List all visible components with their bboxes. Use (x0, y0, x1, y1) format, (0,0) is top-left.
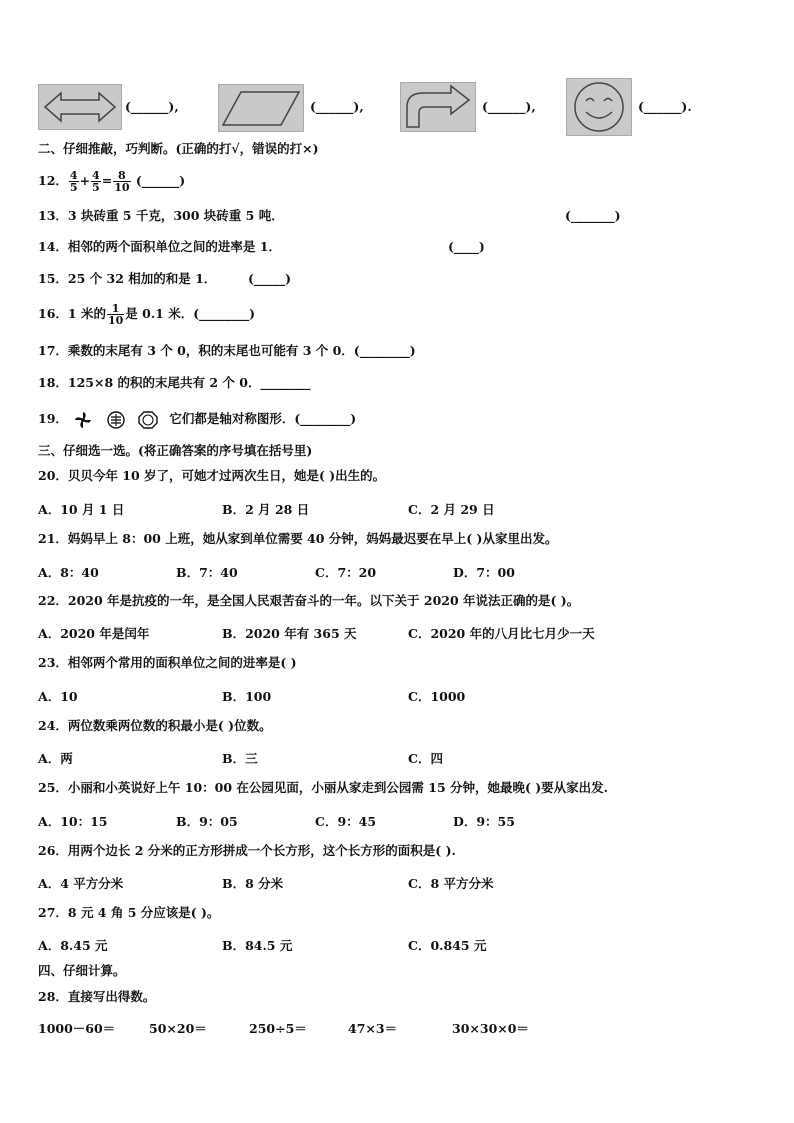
double-arrow-icon (39, 85, 121, 129)
q21-option-c[interactable]: C．7：20 (315, 565, 377, 580)
double-arrow-picture (38, 84, 122, 130)
q22-option-a[interactable]: A．2020 年是闰年 (38, 626, 150, 641)
section-four-heading: 四、仔细计算。 (38, 963, 126, 978)
q27-option-b[interactable]: B．84.5 元 (222, 938, 293, 953)
section-two-heading: 二、仔细推敲，巧判断。(正确的打√，错误的打×) (38, 141, 319, 156)
q13-answer-blank[interactable]: (_______) (565, 208, 621, 223)
calc-item-3[interactable]: 250÷5＝ (249, 1021, 307, 1036)
question-14: 14．相邻的两个面积单位之间的进率是 1． (38, 239, 281, 254)
section-three-heading: 三、仔细选一选。(将正确答案的序号填在括号里) (38, 443, 313, 458)
shape-blank-1[interactable]: (______), (125, 99, 179, 114)
q16-answer-blank[interactable]: 是 0.1 米．(________) (125, 306, 256, 321)
calc-item-5[interactable]: 30×30×0＝ (452, 1021, 529, 1036)
shape-blank-4[interactable]: (______). (638, 99, 692, 114)
shape-blank-2[interactable]: (______), (310, 99, 364, 114)
calc-item-4[interactable]: 47×3＝ (348, 1021, 398, 1036)
smiley-picture (566, 78, 632, 136)
question-21: 21．妈妈早上 8：00 上班，她从家到单位需要 40 分钟，妈妈最迟要在早上( )从家里出发。 (38, 531, 558, 546)
question-26: 26．用两个边长 2 分米的正方形拼成一个长方形，这个长方形的面积是( ). (38, 843, 456, 858)
question-19: 19． 它们都是轴对称图形．(________) (38, 408, 356, 430)
q27-option-a[interactable]: A．8.45 元 (38, 938, 108, 953)
shape-blank-3[interactable]: (______), (482, 99, 536, 114)
question-23: 23．相邻两个常用的面积单位之间的进率是( ) (38, 655, 297, 670)
question-18: 18．125×8 的积的末尾共有 2 个 0．________ (38, 375, 311, 390)
q27-option-c[interactable]: C．0.845 元 (408, 938, 487, 953)
flower-octagon-icon (137, 410, 159, 430)
q20-option-b[interactable]: B．2 月 28 日 (222, 502, 310, 517)
q20-option-c[interactable]: C．2 月 29 日 (408, 502, 495, 517)
smiley-face-icon (567, 79, 631, 135)
question-17: 17．乘数的末尾有 3 个 0，积的末尾也可能有 3 个 0．(________) (38, 343, 416, 358)
q25-option-d[interactable]: D．9：55 (453, 814, 515, 829)
question-24: 24．两位数乘两位数的积最小是( )位数。 (38, 718, 272, 733)
q22-option-c[interactable]: C．2020 年的八月比七月少一天 (408, 626, 595, 641)
q25-option-c[interactable]: C．9：45 (315, 814, 377, 829)
question-22: 22．2020 年是抗疫的一年，是全国人民艰苦奋斗的一年。以下关于 2020 年说法正确的是( )。 (38, 593, 580, 608)
q24-option-a[interactable]: A．两 (38, 751, 73, 766)
q24-option-b[interactable]: B．三 (222, 751, 258, 766)
question-15: 15．25 个 32 相加的和是 1． (38, 271, 217, 286)
q26-option-b[interactable]: B．8 分米 (222, 876, 284, 891)
q25-option-b[interactable]: B．9：05 (176, 814, 238, 829)
q23-option-a[interactable]: A．10 (38, 689, 78, 704)
q22-option-b[interactable]: B．2020 年有 365 天 (222, 626, 357, 641)
question-20: 20．贝贝今年 10 岁了，可她才过两次生日，她是( )出生的。 (38, 468, 386, 483)
q26-option-a[interactable]: A．4 平方分米 (38, 876, 124, 891)
question-16: 16．1 米的 $\frac{1}{10}$ 是 0.1 米．(________) (38, 302, 256, 327)
q23-option-b[interactable]: B．100 (222, 689, 272, 704)
turn-right-arrow-icon (401, 83, 475, 131)
question-25: 25．小丽和小英说好上午 10：00 在公园见面，小丽从家走到公园需 15 分钟，她最晚( )要从家出发. (38, 780, 609, 795)
pinwheel-icon (72, 410, 94, 430)
turn-arrow-picture (400, 82, 476, 132)
q14-answer-blank[interactable]: (____) (448, 239, 485, 254)
question-13: 13．3 块砖重 5 千克，300 块砖重 5 吨． (38, 208, 284, 223)
q21-option-d[interactable]: D．7：00 (453, 565, 515, 580)
q24-option-c[interactable]: C．四 (408, 751, 443, 766)
q12-answer-blank[interactable]: (______) (135, 173, 186, 188)
question-27: 27．8 元 4 角 5 分应该是( )。 (38, 905, 220, 920)
parallelogram-picture (218, 84, 304, 132)
q21-option-b[interactable]: B．7：40 (176, 565, 238, 580)
circle-symbol-icon (105, 410, 127, 430)
q15-answer-blank[interactable]: (_____) (248, 271, 292, 286)
q26-option-c[interactable]: C．8 平方分米 (408, 876, 494, 891)
question-28: 28．直接写出得数。 (38, 989, 156, 1004)
q23-option-c[interactable]: C．1000 (408, 689, 466, 704)
q20-option-a[interactable]: A．10 月 1 日 (38, 502, 125, 517)
q21-option-a[interactable]: A．8：40 (38, 565, 99, 580)
calc-item-2[interactable]: 50×20＝ (149, 1021, 207, 1036)
calc-item-1[interactable]: 1000－60＝ (38, 1021, 116, 1036)
q25-option-a[interactable]: A．10：15 (38, 814, 108, 829)
parallelogram-icon (219, 85, 303, 131)
question-12: 12． $\frac{4}{5}$ + $\frac{4}{5}$ = $\frac{8}{10}$ (______) (38, 169, 186, 194)
